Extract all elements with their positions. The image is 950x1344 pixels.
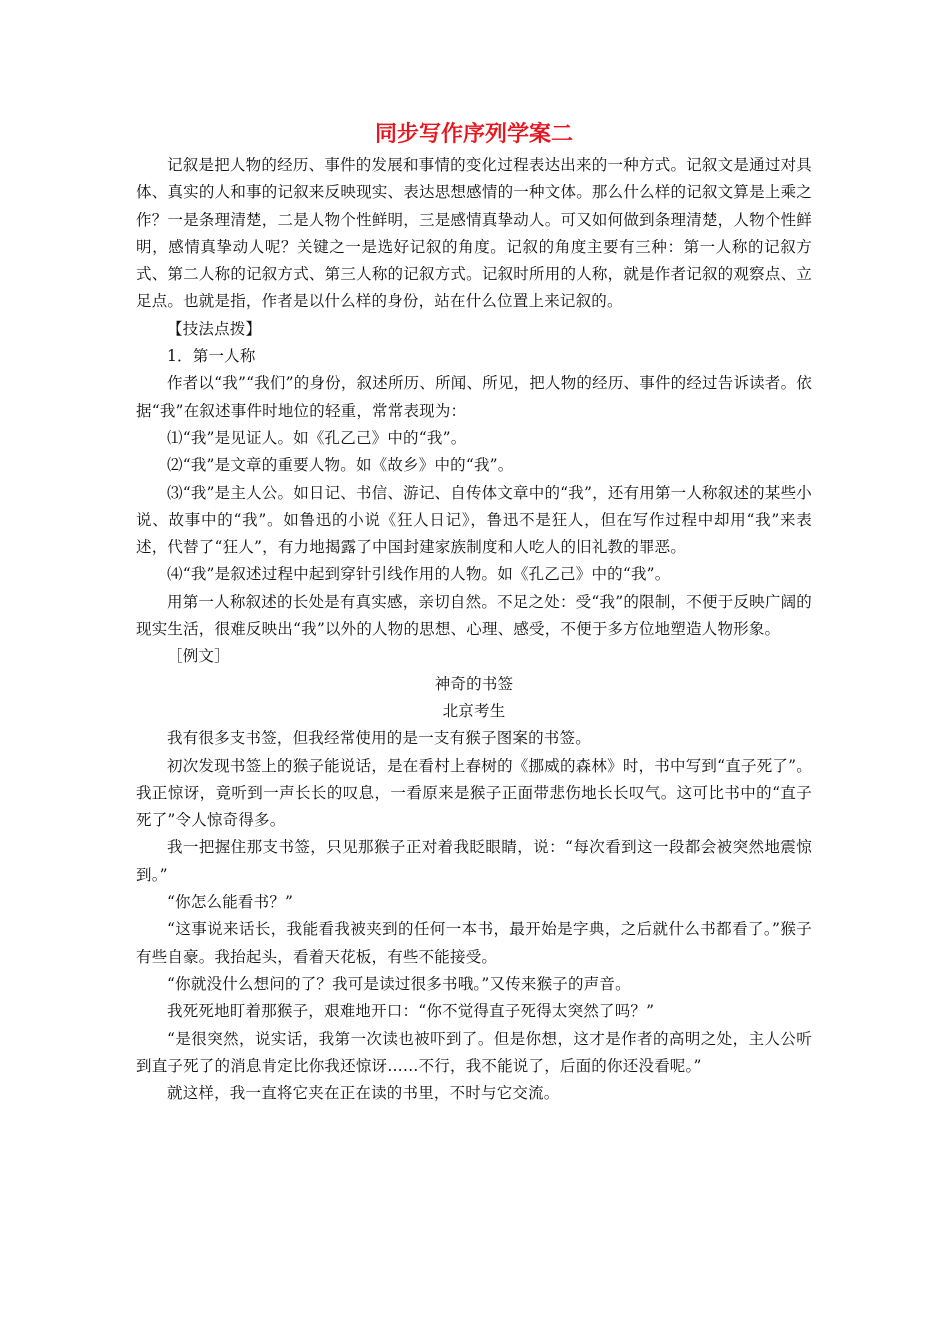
list-item: ⑷“我”是叙述过程中起到穿针引线作用的人物。如《孔乙己》中的“我”。: [167, 565, 671, 584]
example-label: ［例文］: [167, 647, 230, 666]
essay-title: 神奇的书签: [434, 674, 514, 693]
essay-paragraph: 初次发现书签上的猴子能说话，是在看村上春树的《挪威的森林》时，书中写到“直子死了”。我正惊讶，竟听到一声长长的叹息，一看原来是猴子正面带悲伤地长长叹气。这可比书中的“直子死了”令人惊奇得多。: [136, 756, 812, 830]
subheading: 1．第一人称: [167, 347, 256, 366]
essay-paragraph: “你怎么能看书？”: [167, 893, 294, 912]
essay-paragraph: “是很突然，说实话，我第一次读也被吓到了。但是你想，这才是作者的高明之处，主人公听到直子死了的消息肯定比你我还惊讶……不行，我不能说了，后面的你还没看呢。”: [136, 1029, 812, 1075]
intro-paragraph: 记叙是把人物的经历、事件的发展和事情的变化过程表达出来的一种方式。记叙文是通过对具体、真实的人和事的记叙来反映现实、表达思想感情的一种文体。那么什么样的记叙文算是上乘之作？一是条理清楚，二是人物个性鲜明，三是感情真挚动人。可又如何做到条理清楚，人物个性鲜明，感情真挚动人呢？关键之一是选好记叙的角度。记叙的角度主要有三种：第一人称的记叙方式、第二人称的记叙方式、第三人称的记叙方式。记叙时所用的人称，就是作者记叙的观察点、立足点。也就是指，作者是以什么样的身份，站在什么位置上来记叙的。: [136, 156, 812, 311]
definition-paragraph: 作者以“我”“我们”的身份，叙述所历、所闻、所见，把人物的经历、事件的经过告诉读者。依据“我”在叙述事件时地位的轻重，常常表现为：: [136, 374, 812, 420]
list-item: ⑴“我”是见证人。如《孔乙己》中的“我”。: [167, 428, 467, 447]
essay-paragraph: 就这样，我一直将它夹在正在读的书里，不时与它交流。: [167, 1084, 560, 1103]
essay-author: 北京考生: [442, 701, 506, 720]
essay-paragraph: 我死死地盯着那猴子，艰难地开口：“你不觉得直子死得太突然了吗？”: [167, 1002, 655, 1021]
document-page: [136, 118, 812, 1107]
essay-paragraph: “这事说来话长，我能看我被夹到的任何一本书，最开始是字典，之后就什么书都看了。”猴子有些自豪。我抬起头，看着天花板，有些不能接受。: [136, 920, 812, 966]
essay-paragraph: “你就没什么想问的了？我可是读过很多书哦。”又传来猴子的声音。: [167, 974, 631, 993]
page-title: 同步写作序列学案二: [374, 122, 573, 147]
essay-paragraph: 我一把握住那支书签，只见那猴子正对着我眨眼睛，说：“每次看到这一段都会被突然地震惊到。”: [136, 838, 812, 884]
section-heading: 【技法点拨】: [167, 319, 262, 338]
list-item: ⑶“我”是主人公。如日记、书信、游记、自传体文章中的“我”，还有用第一人称叙述的某些小说、故事中的“我”。如鲁迅的小说《狂人日记》，鲁迅不是狂人，但在写作过程中却用“我”来表述，代替了“狂人”，有力地揭露了中国封建家族制度和人吃人的旧礼教的罪恶。: [136, 483, 812, 557]
essay-paragraph: 我有很多支书签，但我经常使用的是一支有猴子图案的书签。: [167, 729, 591, 748]
list-item: ⑵“我”是文章的重要人物。如《故乡》中的“我”。: [167, 456, 514, 475]
pros-cons-paragraph: 用第一人称叙述的长处是有真实感，亲切自然。不足之处：受“我”的限制，不便于反映广阔的现实生活，很难反映出“我”以外的人物的思想、心理、感受，不便于多方位地塑造人物形象。: [136, 592, 812, 639]
